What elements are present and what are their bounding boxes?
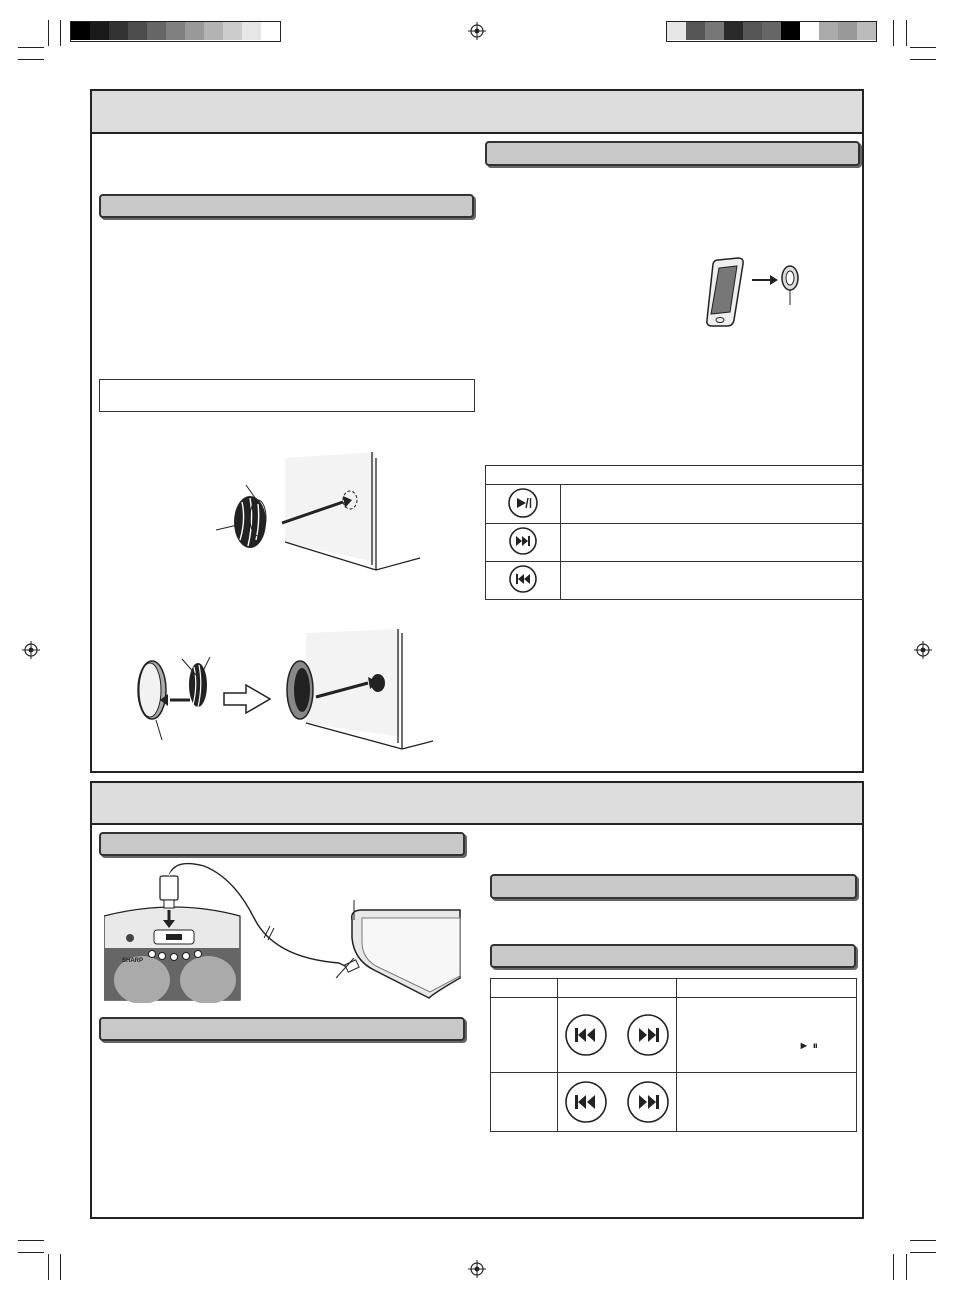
skip-previous-icon: [564, 1013, 608, 1057]
registration-mark-icon: [468, 1260, 486, 1278]
gray-swatch: [838, 22, 857, 40]
remote-control-table: [485, 465, 864, 600]
registration-mark-icon: [468, 22, 486, 40]
table-header-row: [486, 466, 864, 485]
phone-to-speaker-illustration: [690, 250, 820, 330]
skip-next-icon: [626, 1080, 670, 1124]
table-row: [491, 1073, 857, 1132]
adhesive-pad-icon: [234, 496, 266, 548]
crop-mark: [18, 1240, 44, 1241]
table-row: [486, 562, 864, 600]
gray-swatch: [90, 22, 109, 40]
top-panel-header: [92, 91, 862, 134]
registration-mark-icon: [914, 641, 932, 659]
gray-swatch: [242, 22, 261, 40]
crop-mark: [906, 1254, 907, 1280]
bottom-right-subheader-2: [490, 944, 856, 968]
gray-swatch: [743, 22, 762, 40]
crop-mark: [60, 20, 61, 46]
crop-mark: [48, 1254, 49, 1280]
crop-mark: [910, 1240, 936, 1241]
nfc-button-icon: [782, 266, 798, 305]
hollow-arrow-right-icon: [224, 685, 270, 713]
gray-swatch: [71, 22, 90, 40]
row-description: [561, 562, 864, 600]
gray-swatch: [800, 22, 819, 40]
gray-swatch: [147, 22, 166, 40]
gray-scale-bar-left: [70, 21, 281, 42]
gray-swatch: [166, 22, 185, 40]
disc-with-pad-icon: [287, 661, 313, 719]
gray-swatch: [762, 22, 781, 40]
smartphone-icon: [707, 258, 743, 326]
crop-mark: [910, 47, 936, 48]
gray-swatch: [686, 22, 705, 40]
row-description: [561, 524, 864, 562]
svg-text:SHARP: SHARP: [122, 958, 144, 964]
top-left-subheader: [99, 194, 474, 218]
bottom-left-subheader-2: [99, 1017, 465, 1041]
row-description: [561, 485, 864, 524]
gray-swatch: [185, 22, 204, 40]
crop-mark: [893, 1254, 894, 1280]
crop-mark: [48, 20, 49, 46]
crop-mark: [906, 20, 907, 46]
skip-next-icon: [508, 526, 538, 556]
top-right-subheader: [485, 141, 860, 166]
crop-mark: [910, 1252, 936, 1253]
gray-swatch: [857, 22, 876, 40]
skip-previous-icon: [508, 564, 538, 594]
bottom-left-subheader-1: [99, 832, 465, 856]
wall-pad-illustration-2: [128, 625, 438, 750]
gray-swatch: [819, 22, 838, 40]
table-header-row: [491, 979, 857, 998]
table-row: [486, 485, 864, 524]
crop-mark: [18, 47, 44, 48]
gray-swatch: [204, 22, 223, 40]
table-row: [491, 998, 857, 1073]
table-row: [486, 524, 864, 562]
bottom-panel-header: [92, 783, 862, 825]
gray-swatch: [128, 22, 147, 40]
gray-swatch: [781, 22, 800, 40]
registration-mark-icon: [22, 641, 40, 659]
wall-pad-illustration-1: [210, 450, 430, 575]
skip-search-table: [490, 978, 857, 1132]
tablet-icon: [345, 910, 460, 998]
crop-mark: [893, 20, 894, 46]
play-pause-inline-symbol: ► ⏸: [798, 1040, 818, 1052]
note-box: [99, 379, 475, 412]
gray-swatch: [724, 22, 743, 40]
skip-previous-icon: [564, 1080, 608, 1124]
crop-mark: [910, 59, 936, 60]
gray-swatch: [705, 22, 724, 40]
play-pause-icon: [507, 487, 539, 519]
gray-swatch: [109, 22, 128, 40]
bottom-right-subheader-1: [490, 874, 857, 899]
crop-mark: [60, 1254, 61, 1280]
skip-next-icon: [626, 1013, 670, 1057]
gray-scale-bar-right: [666, 21, 877, 42]
gray-swatch: [223, 22, 242, 40]
gray-swatch: [261, 22, 280, 40]
crop-mark: [18, 59, 44, 60]
crop-mark: [18, 1252, 44, 1253]
gray-swatch: [667, 22, 686, 40]
usb-connection-illustration: [104, 858, 464, 1003]
